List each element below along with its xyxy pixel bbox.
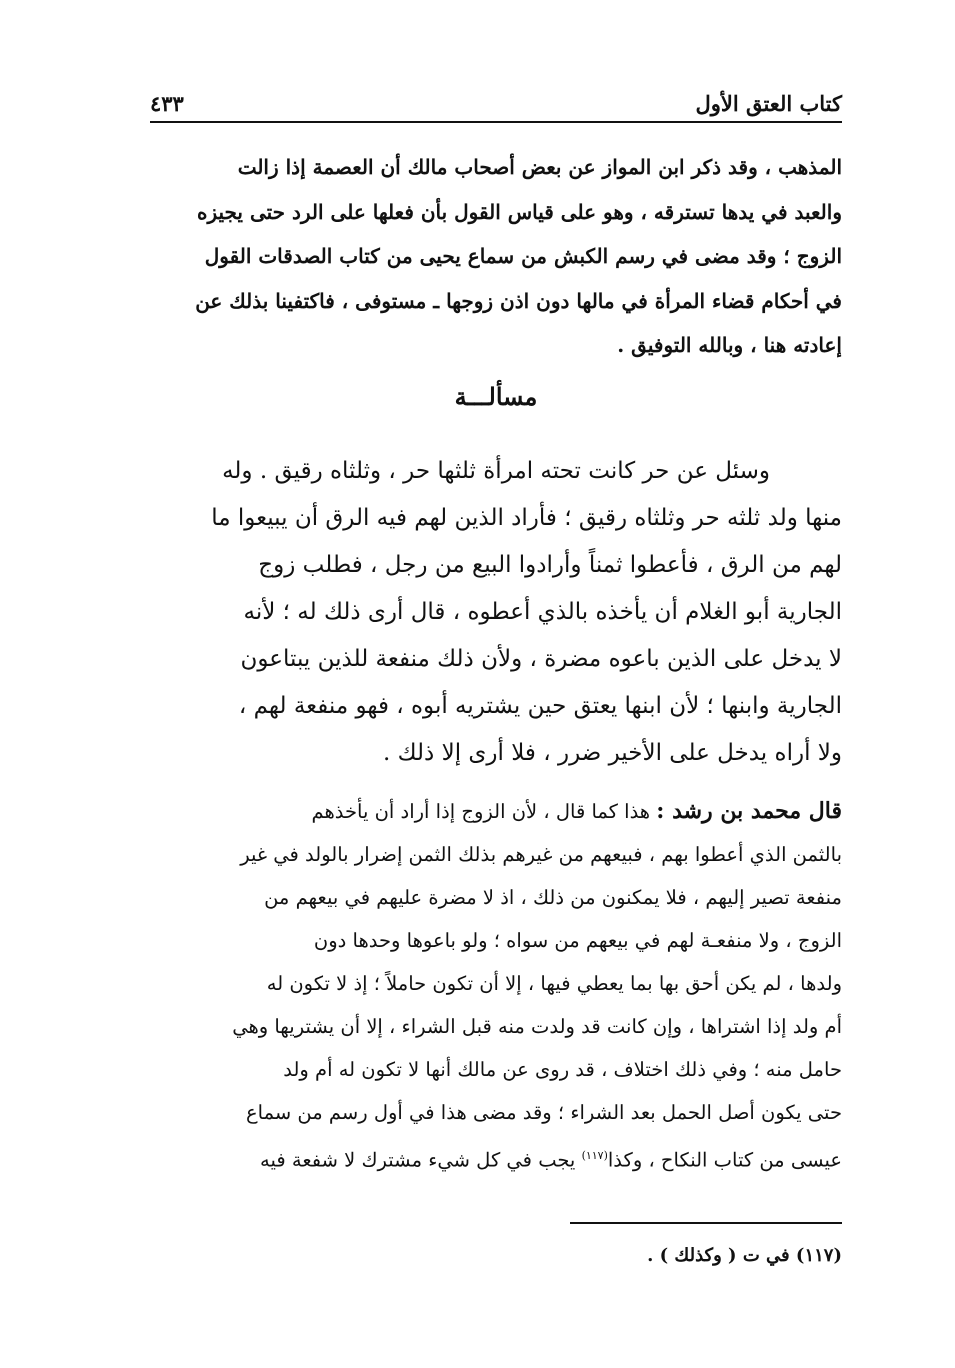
text-fragment: يجب في كل شيء مشترك لا شفعة فيه	[260, 1148, 582, 1172]
footnote-rule	[570, 1222, 842, 1224]
text-line: لهم من الرق ، فأعطوا ثمناً وأرادوا البيع من رجل ، فطلب زوج	[258, 552, 842, 578]
text-line: في أحكام قضاء المرأة في مالها دون اذن زوجها ـ مستوفى ، فاكتفينا بذلك عن	[195, 288, 842, 313]
text-fragment: هذا كما قال ، لأن الزوج إذا أراد أن يأخذهم	[311, 800, 651, 823]
footnote-reference[interactable]: (١١٧)	[581, 1149, 608, 1162]
text-line: منها ولد ثلثه حر وثلثاه رقيق ؛ فأراد الذين لهم فيه الرق أن يبيعوا ما	[211, 505, 842, 531]
text-line: وسئل عن حر كانت تحته امرأة ثلثها حر ، وثلثاه رقيق . وله	[222, 458, 770, 484]
text-line: الجارية أبو الغلام أن يأخذه بالذي أعطوه ، قال أرى ذلك له ؛ لأنه	[243, 599, 842, 625]
question-paragraph	[150, 448, 842, 777]
text-line: حامل منه ؛ وفي ذلك اختلاف ، قد روى عن مالك أنها لا تكون له أم ولد	[283, 1058, 842, 1081]
section-heading: مسألـــة	[454, 382, 538, 411]
speaker-label: قال محمد بن رشد :	[656, 798, 842, 824]
paragraph-continuation	[150, 145, 842, 368]
text-line: حتى يكون أصل الحمل بعد الشراء ؛ وقد مضى هذا في أول رسم من سماع	[246, 1101, 842, 1124]
text-line: الزوج ، ولا منفعـة لهم في بيعهم من سواه ؛ ولو باعوها وحدها دون	[313, 929, 842, 952]
text-line: بالثمن الذي أعطوا بهم ، فبيعهم من غيرهم بذلك الثمن إضرار بالولد في غير	[240, 843, 842, 866]
text-line: ولدها ، لم يكن أحق بها بما يعطي فيها ، إلا أن تكون حاملاً ؛ إذ لا تكون له	[266, 972, 842, 995]
text-line	[150, 790, 842, 833]
text-line: إعادته هنا ، وبالله التوفيق .	[617, 333, 842, 357]
text-line: والعبد في يدها تسترقه ، وهو على قياس القول بأن فعلها على الرد حتى يجيزه	[196, 199, 842, 224]
footnote: (١١٧) في ت ( وكذلك ) .	[647, 1245, 842, 1266]
text-line: أم ولد إذا اشتراها ، وإن كانت قد ولدت منه قبل الشراء ، إلا أن يشتريها وهي	[232, 1015, 842, 1038]
text-line: الجارية وابنها ؛ لأن ابنها يعتق حين يشتريه أبوه ، فهو منفعة لهم ،	[238, 693, 842, 719]
text-line: الزوج ؛ وقد مضى في رسم الكبش من سماع يحيى من كتاب الصدقات القول	[204, 244, 842, 268]
text-line: لا يدخل على الذين باعوه مضرة ، ولأن ذلك منفعة للذين يبتاعون	[240, 646, 842, 672]
text-fragment: عيسى من كتاب النكاح ، وكذا	[607, 1148, 842, 1172]
text-line: منفعة تصير إليهم ، فلا يمكنون من ذلك ، اذ لا مضرة عليهم في بيعهم من	[264, 886, 842, 909]
text-line	[150, 1134, 842, 1182]
commentary-paragraph	[150, 790, 842, 1182]
book-title: كتاب العتق الأول	[695, 91, 842, 116]
page-number: ٤٣٣	[150, 91, 184, 116]
running-head	[150, 80, 842, 116]
header-rule	[150, 121, 842, 123]
text-line: المذهب ، وقد ذكر ابن المواز عن بعض أصحاب مالك أن العصمة إذا زالت	[237, 155, 842, 179]
text-line: ولا أراه يدخل على الأخير ضرر ، فلا أرى إلا ذلك .	[383, 740, 842, 766]
